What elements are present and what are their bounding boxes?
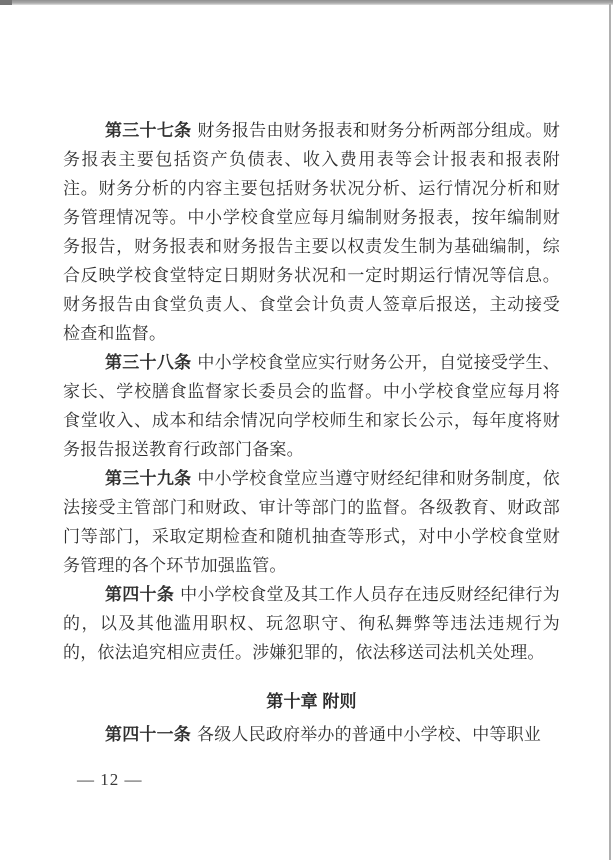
scan-top-edge-dark-corner	[0, 0, 12, 5]
article-number: 第四十一条	[105, 725, 191, 744]
page-content	[63, 116, 560, 749]
article-text: 中小学校食堂及其工作人员存在违反财经纪律行为的，以及其他滥用职权、玩忽职守、徇私舞弊等违法违规行为的，依法追究相应责任。涉嫌犯罪的，依法移送司法机关处理。	[63, 585, 560, 662]
article-paragraph-38	[63, 348, 560, 464]
article-text: 中小学校食堂应当遵守财经纪律和财务制度，依法接受主管部门和财政、审计等部门的监督。各级教育、财政部门等部门，采取定期检查和随机抽查等形式，对中小学校食堂财务管理的各个环节加强监管。	[63, 469, 560, 575]
article-number: 第四十条	[105, 585, 175, 604]
chapter-heading: 第十章 附则	[266, 692, 357, 711]
article-number: 第三十七条	[105, 121, 192, 140]
article-text: 各级人民政府举办的普通中小学校、中等职业	[197, 725, 541, 744]
article-paragraph-37	[63, 116, 560, 348]
article-paragraph-40	[63, 580, 560, 667]
article-paragraph-39	[63, 464, 560, 580]
article-text: 中小学校食堂应实行财务公开，自觉接受学生、家长、学校膳食监督家长委员会的监督。中小学校食堂应每月将食堂收入、成本和结余情况向学校师生和家长公示，每年度将财务报告报送教育行政部门备案。	[63, 353, 560, 459]
page-number: — 12 —	[77, 770, 143, 789]
scan-right-edge	[609, 4, 611, 860]
scan-top-edge	[0, 0, 613, 5]
article-paragraph-41	[63, 720, 560, 749]
article-number: 第三十九条	[105, 469, 192, 488]
article-text: 财务报告由财务报表和财务分析两部分组成。财务报表主要包括资产负债表、收入费用表等会计报表和报表附注。财务分析的内容主要包括财务状况分析、运行情况分析和财务管理情况等。中小学校食堂应每月编制财务报表，按年编制财务报告，财务报表和财务报告主要以权责发生制为基础编制，综合反映学校食堂特定日期财务状况和一定时期运行情况等信息。财务报告由食堂负责人、食堂会计负责人签章后报送，主动接受检查和监督。	[63, 121, 560, 343]
article-number: 第三十八条	[105, 353, 192, 372]
